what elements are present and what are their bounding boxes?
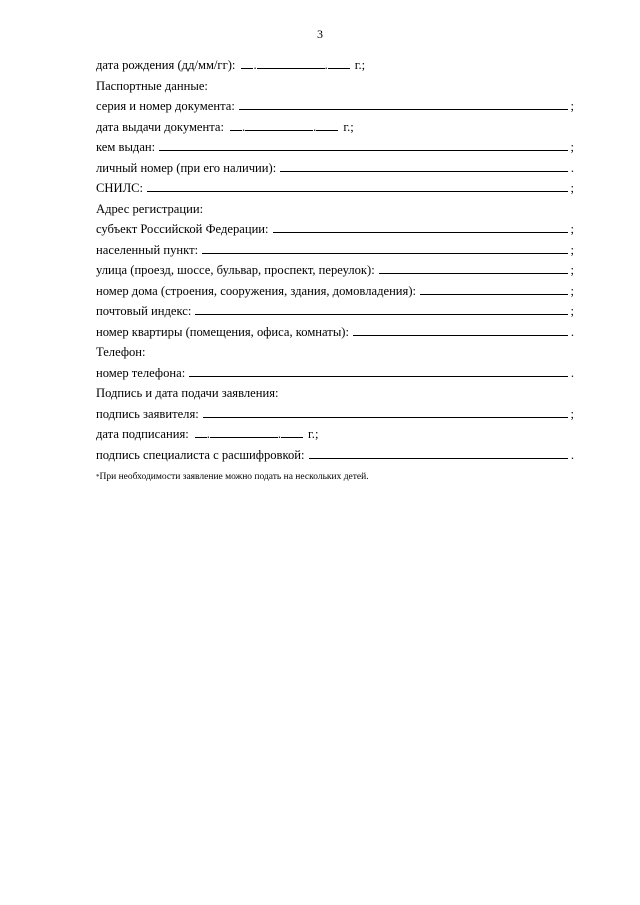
date-separator: .: [253, 58, 257, 72]
birth-date-label: дата рождения (дд/мм/гг):: [96, 58, 236, 72]
issued-by-row: [96, 137, 574, 158]
postal-code-field[interactable]: [195, 302, 567, 315]
house-field[interactable]: [420, 282, 567, 295]
region-label: субъект Российской Федерации:: [96, 222, 269, 236]
specialist-signature-label: подпись специалиста с расшифровкой:: [96, 447, 305, 462]
footnote-text: При необходимости заявление можно подать на нескольких детей.: [99, 472, 369, 482]
region-end: ;: [570, 222, 574, 236]
specialist-signature-field[interactable]: [309, 446, 568, 459]
locality-label: населенный пункт:: [96, 242, 199, 257]
birth-year-field[interactable]: [328, 56, 350, 69]
doc-series-end: ;: [570, 99, 574, 113]
application-form: [96, 55, 574, 484]
issue-month-field[interactable]: [245, 118, 313, 131]
year-suffix: г.;: [343, 119, 354, 134]
signing-day-field[interactable]: [195, 425, 207, 438]
snils-label: СНИЛС:: [96, 181, 144, 195]
phone-heading-label: Телефон:: [96, 345, 146, 359]
signing-date-label: дата подписания:: [96, 427, 189, 441]
phone-number-field[interactable]: [189, 364, 568, 377]
year-suffix: г.;: [354, 58, 366, 72]
date-separator: .: [206, 427, 210, 441]
applicant-signature-end: ;: [570, 406, 574, 421]
applicant-signature-field[interactable]: [203, 405, 568, 418]
street-row: [96, 260, 574, 281]
street-label: улица (проезд, шоссе, бульвар, проспект, переулок):: [96, 263, 375, 277]
date-separator: .: [277, 427, 282, 441]
house-row: [96, 281, 574, 302]
passport-heading: [96, 76, 574, 97]
phone-number-label: номер телефона:: [96, 365, 186, 380]
region-field[interactable]: [273, 220, 568, 233]
specialist-signature-row: [96, 445, 574, 466]
apartment-label: номер квартиры (помещения, офиса, комнаты):: [96, 324, 349, 339]
postal-code-row: [96, 301, 574, 322]
signature-heading-label: Подпись и дата подачи заявления:: [96, 386, 279, 400]
passport-heading-label: Паспортные данные:: [96, 78, 208, 93]
applicant-signature-row: [96, 404, 574, 425]
signature-heading: [96, 383, 574, 404]
signing-month-field[interactable]: [210, 425, 278, 438]
page-number: 3: [317, 27, 323, 41]
address-heading: [96, 199, 574, 220]
date-separator: .: [324, 58, 328, 72]
birth-day-field[interactable]: [241, 56, 253, 69]
date-separator: .: [313, 119, 317, 134]
phone-heading: [96, 342, 574, 363]
street-end: ;: [570, 263, 574, 277]
snils-end: ;: [570, 181, 574, 195]
region-row: [96, 219, 574, 240]
issue-date-row: [96, 117, 574, 138]
footnote: [96, 470, 574, 484]
locality-field[interactable]: [202, 241, 567, 254]
apartment-row: [96, 322, 574, 343]
personal-number-row: [96, 158, 574, 179]
postal-code-end: ;: [570, 304, 574, 318]
street-field[interactable]: [379, 261, 568, 274]
issued-by-label: кем выдан:: [96, 140, 156, 154]
apartment-field[interactable]: [353, 323, 568, 336]
house-end: ;: [570, 283, 574, 298]
apartment-end: .: [570, 324, 574, 339]
issue-day-field[interactable]: [230, 118, 242, 131]
issue-year-field[interactable]: [316, 118, 338, 131]
address-heading-label: Адрес регистрации:: [96, 201, 204, 216]
issue-date-label: дата выдачи документа:: [96, 119, 225, 134]
locality-row: [96, 240, 574, 261]
birth-month-field[interactable]: [257, 56, 325, 69]
footnote-mark: *: [96, 473, 100, 481]
phone-number-end: .: [570, 365, 574, 380]
snils-row: [96, 178, 574, 199]
house-label: номер дома (строения, сооружения, здания, домовладения):: [96, 283, 417, 298]
birth-date-row: [96, 55, 574, 76]
doc-series-field[interactable]: [239, 97, 568, 110]
phone-number-row: [96, 363, 574, 384]
specialist-signature-end: .: [570, 447, 574, 462]
personal-number-label: личный номер (при его наличии):: [96, 160, 277, 175]
applicant-signature-label: подпись заявителя:: [96, 406, 199, 421]
personal-number-end: .: [570, 160, 574, 175]
signing-date-row: [96, 424, 574, 445]
doc-series-label: серия и номер документа:: [96, 99, 235, 113]
date-separator: .: [242, 119, 246, 134]
signing-year-field[interactable]: [281, 425, 303, 438]
year-suffix: г.;: [308, 427, 319, 441]
personal-number-field[interactable]: [280, 159, 568, 172]
locality-end: ;: [570, 242, 574, 257]
issued-by-field[interactable]: [159, 138, 567, 151]
doc-series-row: [96, 96, 574, 117]
postal-code-label: почтовый индекс:: [96, 304, 192, 318]
snils-field[interactable]: [147, 179, 567, 192]
issued-by-end: ;: [570, 140, 574, 154]
